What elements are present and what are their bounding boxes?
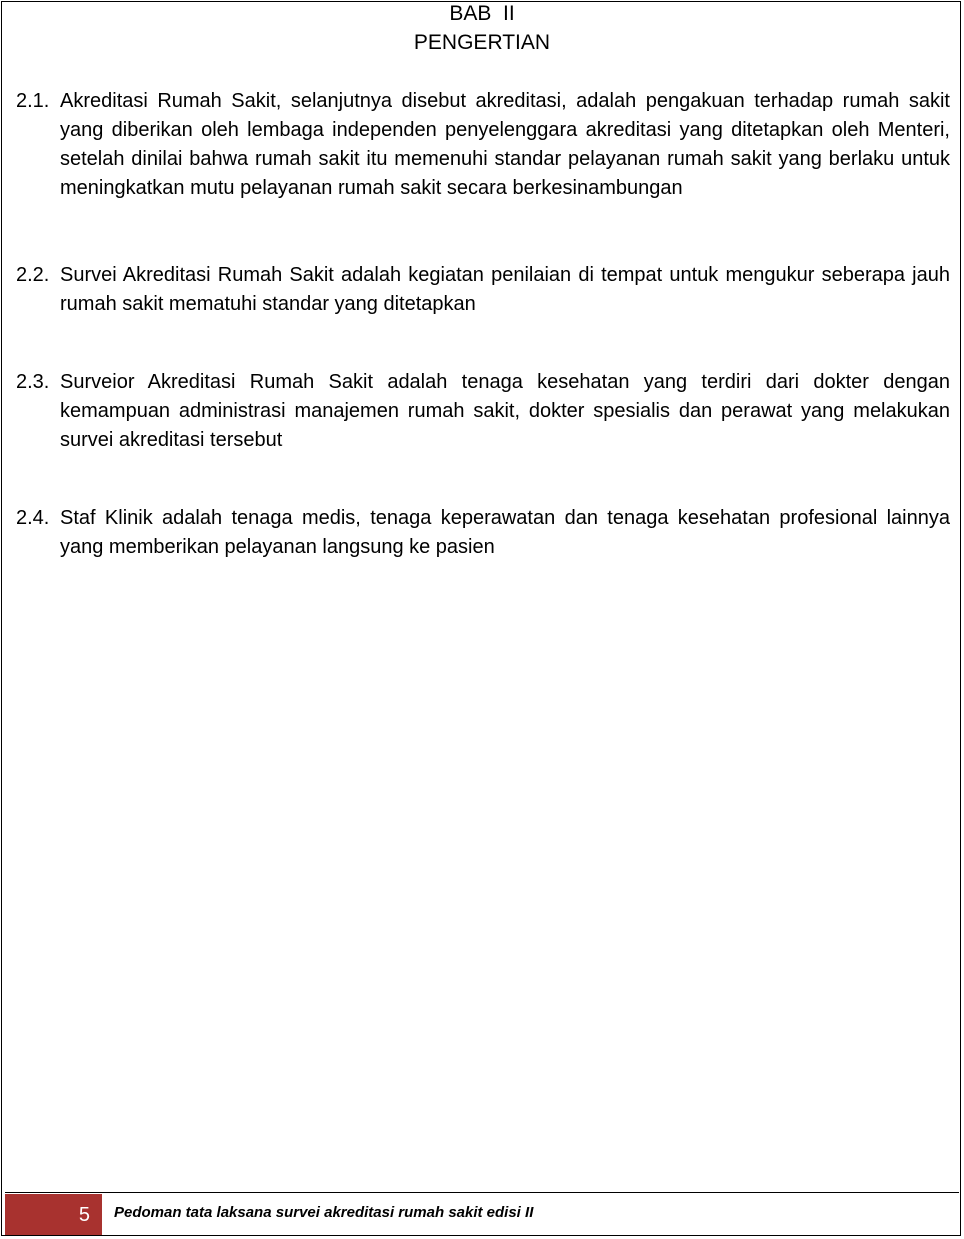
page-number: 5 [78,1204,90,1226]
definition-number: 2.1. [16,90,50,112]
definition-text: Staf Klinik adalah tenaga medis, tenaga keperawatan dan tenaga kesehatan profesional lainnya yang memberikan pelayanan langsung ke pasien [60,507,950,558]
document-page [1,1,961,1236]
definition-item [16,504,950,562]
definition-number: 2.2. [16,264,50,286]
definition-text: Survei Akreditasi Rumah Sakit adalah kegiatan penilaian di tempat untuk mengukur seberapa jauh rumah sakit mematuhi standar yang ditetapkan [60,264,950,315]
footer-divider [5,1192,959,1193]
footer-document-title: Pedoman tata laksana survei akreditasi rumah sakit edisi II [114,1204,534,1221]
chapter-heading: BAB II [449,2,515,25]
definition-text: Surveior Akreditasi Rumah Sakit adalah tenaga kesehatan yang terdiri dari dokter dengan kemampuan administrasi manajemen rumah sakit, dokter spesialis dan perawat yang melakukan survei akreditasi tersebut [60,371,950,451]
definition-item [16,368,950,455]
definition-item [16,87,950,203]
definition-item [16,261,950,319]
definition-number: 2.3. [16,371,50,393]
definition-number: 2.4. [16,507,50,529]
chapter-title: PENGERTIAN [413,31,551,54]
page-number-box [5,1194,102,1235]
definition-text: Akreditasi Rumah Sakit, selanjutnya disebut akreditasi, adalah pengakuan terhadap rumah sakit yang diberikan oleh lembaga independen penyelenggara akreditasi yang ditetapkan oleh Menteri, setelah dinilai bahwa rumah sakit itu memenuhi standar pelayanan rumah sakit yang berlaku untuk meningkatkan mutu pelayanan rumah sakit secara berkesinambungan [60,90,950,199]
